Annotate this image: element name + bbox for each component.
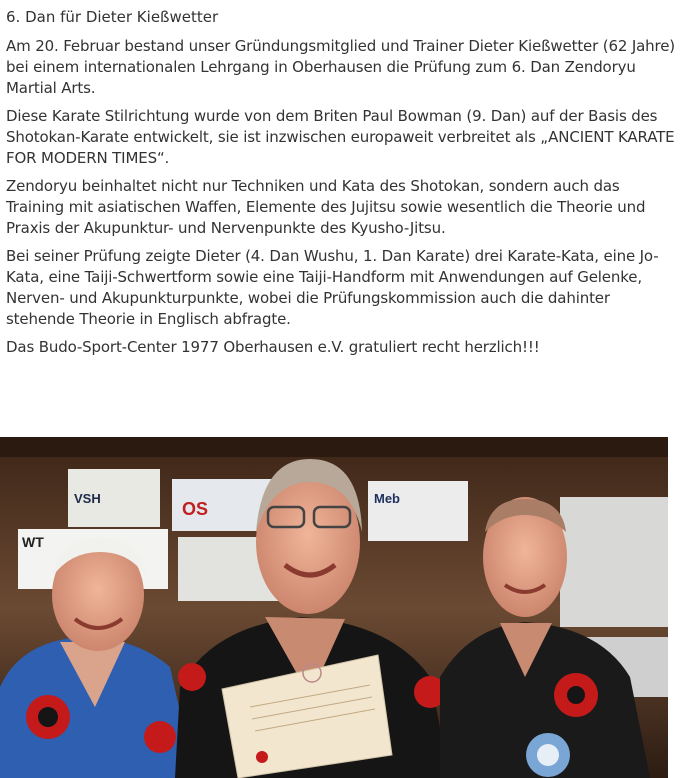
article-paragraph-2: Diese Karate Stilrichtung wurde von dem Briten Paul Bowman (9. Dan) auf der Basis des Shotokan-Karate entwickelt, sie ist inzwischen europaweit verbreitet als „ANCIENT KARATE FOR MODERN TIMES“. xyxy=(6,107,675,167)
photo-illustration xyxy=(0,437,668,778)
article-paragraph-1: Am 20. Februar bestand unser Gründungsmitglied und Trainer Dieter Kießwetter (62 Jahre) bei einem internationalen Lehrgang in Oberhausen die Prüfung zum 6. Dan Zendoryu Martial Arts. xyxy=(6,37,676,97)
banner-text-2: OS xyxy=(182,499,209,519)
banner-text-5: Meb xyxy=(374,491,400,506)
article-paragraph-5: Das Budo-Sport-Center 1977 Oberhausen e.V. gratuliert recht herzlich!!! xyxy=(6,338,540,356)
banner-5 xyxy=(368,481,468,541)
banner-text-3: WT xyxy=(22,534,44,550)
banner-text-1: VSH xyxy=(74,491,101,506)
article-paragraph-3: Zendoryu beinhaltet nicht nur Techniken und Kata des Shotokan, sondern auch das Training mit asiatischen Waffen, Elemente des Jujitsu sowie wesentlich die Theorie und Praxis der Akupunktur- und Nervenpunkte des Kyusho-Jitsu. xyxy=(6,177,646,237)
article-photo xyxy=(0,437,668,778)
article-title: 6. Dan für Dieter Kießwetter xyxy=(6,8,219,26)
article xyxy=(6,0,678,365)
banner-6 xyxy=(560,497,668,627)
article-paragraph-4: Bei seiner Prüfung zeigte Dieter (4. Dan Wushu, 1. Dan Karate) drei Karate-Kata, eine Jo-Kata, eine Taiji-Schwertform sowie eine Taiji-Handform mit Anwendungen auf Gelenke, Nerven- und Akupunkturpunkte, wobei die Prüfungskommission auch die dahinter stehende Theorie in Englisch abfragte. xyxy=(6,247,659,328)
